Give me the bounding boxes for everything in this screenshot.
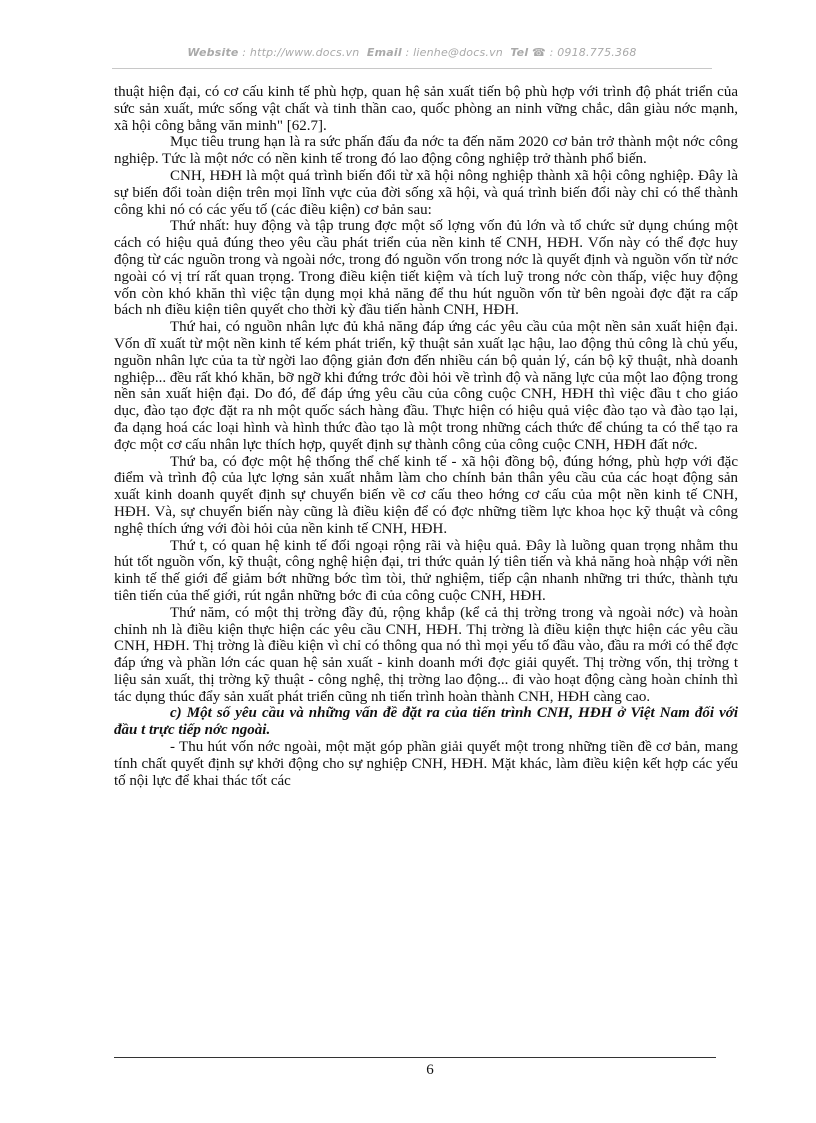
document-body — [114, 84, 738, 789]
paragraph: Thứ t, có quan hệ kinh tế đối ngoại rộng rãi và hiệu quả. Đây là luồng quan trọng nhằm thu hút tốt nguồn vốn, kỹ thuật, công nghệ hiện đại, tri thức quản lý tiên tiến và khả năng hoà nhập với nền kinh tế thế giới để giảm bớt những bớc tìm tòi, thử nghiệm, tiếp cận nhanh những tri thức, thành tựu tiên tiến của thế giới, rút ngắn những bớc đi của công cuộc CNH, HĐH. — [114, 537, 738, 604]
paragraph: Thứ năm, có một thị trờng đầy đủ, rộng khắp (kể cả thị trờng trong và ngoài nớc) và hoàn chỉnh nh là điều kiện thực hiện các yêu cầu CNH, HĐH. Thị trờng là điều kiện thực hiện các yêu cầu CNH, HĐH. Thị trờng là điều kiện vì chỉ có thông qua nó thì mọi yếu tố đầu vào, đầu ra mới có thể đợc đáp ứng và phần lớn các quan hệ sản xuất - kinh doanh mới đợc giải quyết. Thị trờng vốn, thị trờng t liệu sản xuất, thị trờng kỹ thuật - công nghệ, thị trờng lao động... đi vào hoạt động càng hoàn chỉnh thì tác dụng thúc đẩy sản xuất phát triển cũng nh tiến trình hoàn thành CNH, HĐH càng cao. — [114, 604, 738, 705]
paragraph: Mục tiêu trung hạn là ra sức phấn đấu đa nớc ta đến năm 2020 cơ bản trở thành một nớc công nghiệp. Tức là một nớc có nền kinh tế trong đó lao động công nghiệp trở thành phổ biến. — [114, 134, 738, 168]
email-value: : lienhe@docs.vn — [405, 46, 503, 59]
page-header — [112, 46, 712, 69]
tel-label: Tel — [510, 46, 529, 59]
email-label: Email — [366, 46, 402, 59]
paragraph: Thứ nhất: huy động và tập trung đợc một số lợng vốn đủ lớn và tổ chức sử dụng chúng một cách có hiệu quả đúng theo yêu cầu phát triển của nền kinh tế CNH, HĐH. Vốn này có thể đợc huy động từ các nguồn trong và ngoài nớc, trong đó nguồn vốn trong nớc là quyết định và nguồn vốn từ nớc ngoài có vị trí rất quan trọng. Trong điều kiện tiết kiệm và tích luỹ trong nớc còn thấp, việc huy động vốn còn khó khăn thì việc tận dụng mọi khả năng để thu hút nguồn vốn từ bên ngoài đợc đặt ra cấp bách nh điều kiện tiên quyết cho thời kỳ đầu tiến hành CNH, HĐH. — [114, 218, 738, 319]
paragraph: Thứ ba, có đợc một hệ thống thể chế kinh tế - xã hội đồng bộ, đúng hớng, phù hợp với đặc điểm và trình độ của lực lợng sản xuất nhằm làm cho chính bản thân yêu cầu của các hoạt động sản xuất kinh doanh quyết định sự chuyển biến về cơ cấu theo hớng cơ cấu của một nền kinh tế CNH, HĐH. Và, sự chuyển biến này cũng là điều kiện để có đợc những tiềm lực khoa học kỹ thuật và công nghệ thích ứng với đòi hỏi của nền kinh tế CNH, HĐH. — [114, 453, 738, 537]
section-heading: c) Một số yêu cầu và những vấn đề đặt ra của tiến trình CNH, HĐH ở Việt Nam đối với đầu t trực tiếp nớc ngoài. — [114, 705, 738, 739]
page-number: 6 — [426, 1062, 434, 1078]
paragraph: CNH, HĐH là một quá trình biến đổi từ xã hội nông nghiệp thành xã hội công nghiệp. Đây là sự biến đổi toàn diện trên mọi lĩnh vực của đời sống xã hội, và quá trình biến đổi này chỉ có thể thành công khi nó có các yếu tố (các điều kiện) cơ bản sau: — [114, 167, 738, 218]
paragraph: Thứ hai, có nguồn nhân lực đủ khả năng đáp ứng các yêu cầu của một nền sản xuất hiện đại. Vốn dĩ xuất từ một nền kinh tế kém phát triển, kỹ thuật sản xuất lạc hậu, lao động thủ công là chủ yếu, nguồn nhân lực của ta từ ngời lao động giản đơn đến nhiều cán bộ quản lý, cán bộ kỹ thuật, nhà doanh nghiệp... đều rất khó khăn, bỡ ngỡ khi đứng trớc đòi hỏi về trình độ và năng lực của một lao động trong nền sản xuất hiện đại. Do đó, để đáp ứng yêu cầu của công cuộc CNH, HĐH thì việc đầu t cho giáo dục, đào tạo đợc đặt ra nh một quốc sách hàng đầu. Thực hiện có hiệu quả việc đào tạo và đào tạo lại, đa dạng hoá các loại hình và hình thức đào tạo là một trong những cách thức để chúng ta có thể tạo ra đợc một cơ cấu nhân lực thích hợp, quyết định sự thành công của công cuộc CNH, HĐH đất nớc. — [114, 319, 738, 453]
paragraph-continuation: thuật hiện đại, có cơ cấu kinh tế phù hợp, quan hệ sản xuất tiến bộ phù hợp với trình độ phát triển của sức sản xuất, mức sống vật chất và tinh thần cao, quốc phòng an ninh vững chắc, dân giàu nớc mạnh, xã hội công bằng văn minh" [62.7]. — [114, 84, 738, 134]
website-label: Website — [187, 46, 239, 59]
tel-value: ☎ : 0918.775.368 — [532, 46, 637, 59]
paragraph: - Thu hút vốn nớc ngoài, một mặt góp phần giải quyết một trong những tiền đề cơ bản, mang tính chất quyết định sự khởi động cho sự nghiệp CNH, HĐH. Mặt khác, làm điều kiện kết hợp các yếu tố nội lực để khai thác tốt các — [114, 739, 738, 789]
footer-divider — [114, 1057, 716, 1058]
website-value: : http://www.docs.vn — [242, 46, 360, 59]
